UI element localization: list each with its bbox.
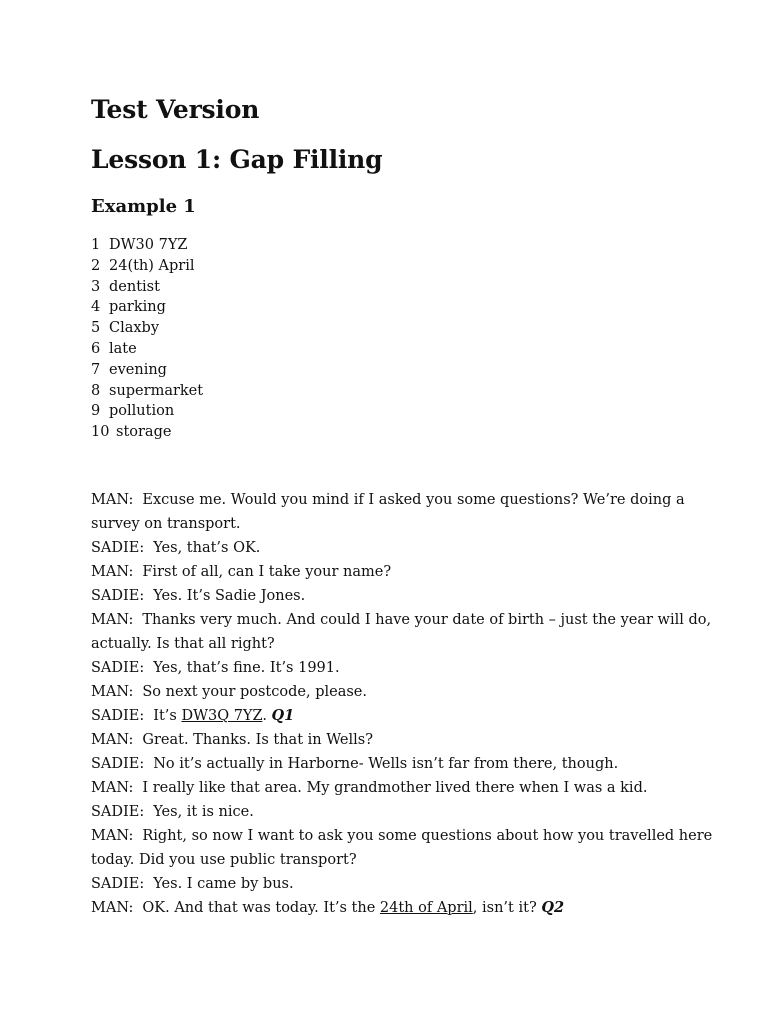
answer-number: 1 <box>91 237 101 253</box>
transcript-line <box>91 800 681 824</box>
transcript-line <box>91 560 681 584</box>
answer-number: 7 <box>91 361 101 378</box>
answer-text: dentist <box>109 278 160 295</box>
answer-number: 2 <box>91 257 101 274</box>
speaker-label: MAN: <box>91 492 134 508</box>
line-text: It’s <box>153 708 182 724</box>
answer-text: Claxby <box>109 320 160 337</box>
transcript-line <box>91 824 713 848</box>
line-text: Yes, that’s fine. It’s 1991. <box>153 660 340 676</box>
speaker-label: SADIE: <box>91 804 145 820</box>
transcript <box>91 488 713 920</box>
line-text: No it’s actually in Harborne- Wells isn’t far from there, though. <box>153 756 619 772</box>
speaker-label: MAN: <box>91 684 134 700</box>
answer-item <box>91 381 203 402</box>
transcript-line <box>91 608 712 632</box>
line-text: Yes, that’s OK. <box>153 540 261 556</box>
answer-text: storage <box>116 424 172 441</box>
line-text: Yes. It’s Sadie Jones. <box>153 588 306 604</box>
transcript-line <box>91 512 681 536</box>
transcript-line <box>91 584 681 608</box>
line-text: OK. And that was today. It’s the <box>142 900 380 916</box>
line-text: First of all, can I take your name? <box>142 564 392 580</box>
answer-text: evening <box>109 361 167 378</box>
line-text: Yes. I came by bus. <box>153 876 294 892</box>
answer-text: pollution <box>109 403 175 420</box>
speaker-label: MAN: <box>91 780 134 796</box>
answer-text: parking <box>109 299 166 316</box>
answer-item <box>91 401 203 422</box>
line-text-after: . <box>262 708 272 724</box>
answer-number: 5 <box>91 320 101 337</box>
answer-item <box>91 277 203 298</box>
answer-number: 3 <box>91 278 101 295</box>
answer-text: supermarket <box>109 382 204 399</box>
transcript-line <box>91 632 681 656</box>
speaker-label: SADIE: <box>91 756 145 772</box>
transcript-line <box>91 872 681 896</box>
line-text: I really like that area. My grandmother lived there when I was a kid. <box>142 780 648 796</box>
transcript-line <box>91 488 685 512</box>
answer-text: late <box>109 340 137 357</box>
answer-item <box>91 360 203 381</box>
answer-item <box>91 422 203 443</box>
line-text: So next your postcode, please. <box>142 684 367 700</box>
answer-number: 6 <box>91 340 101 357</box>
speaker-label: SADIE: <box>91 588 145 604</box>
speaker-label: MAN: <box>91 732 134 748</box>
line-text: Yes, it is nice. <box>153 804 254 820</box>
answer-underline: DW3Q 7YZ <box>181 708 263 724</box>
answer-item <box>91 297 203 318</box>
transcript-line <box>91 848 681 872</box>
speaker-label: MAN: <box>91 900 134 916</box>
answer-text: 24(th) April <box>109 257 195 274</box>
document-title: Test Version <box>91 95 260 124</box>
speaker-label: SADIE: <box>91 708 145 724</box>
answer-list <box>91 235 203 443</box>
transcript-line <box>91 656 681 680</box>
transcript-line <box>91 680 681 704</box>
answer-underline: 24th of April <box>379 900 473 916</box>
answer-number: 9 <box>91 403 101 420</box>
answer-item <box>91 318 203 339</box>
lesson-title: Lesson 1: Gap Filling <box>91 145 383 174</box>
line-text: Great. Thanks. Is that in Wells? <box>142 732 374 748</box>
line-text: actually. Is that all right? <box>91 636 275 652</box>
transcript-line <box>91 704 681 728</box>
answer-item <box>91 235 203 256</box>
transcript-line <box>91 728 681 752</box>
line-text: survey on transport. <box>91 516 241 532</box>
speaker-label: MAN: <box>91 564 134 580</box>
speaker-label: MAN: <box>91 828 134 844</box>
answer-number: 10 <box>91 424 110 441</box>
line-text-after: , isn’t it? <box>472 900 542 916</box>
answer-text: DW30 7YZ <box>109 237 188 253</box>
answer-number: 4 <box>91 299 101 316</box>
transcript-line <box>91 896 681 920</box>
transcript-line <box>91 752 681 776</box>
transcript-line <box>91 776 681 800</box>
answer-item <box>91 339 203 360</box>
speaker-label: SADIE: <box>91 540 145 556</box>
line-text: today. Did you use public transport? <box>91 852 357 868</box>
speaker-label: SADIE: <box>91 660 145 676</box>
answer-number: 8 <box>91 382 101 399</box>
transcript-line <box>91 536 681 560</box>
example-heading: Example 1 <box>91 196 196 217</box>
speaker-label: MAN: <box>91 612 134 628</box>
speaker-label: SADIE: <box>91 876 145 892</box>
line-text: Excuse me. Would you mind if I asked you some questions? We’re doing a <box>142 492 685 508</box>
line-text: Right, so now I want to ask you some questions about how you travelled here <box>142 828 713 844</box>
answer-item <box>91 256 203 277</box>
question-marker: Q2 <box>541 899 565 916</box>
line-text: Thanks very much. And could I have your date of birth – just the year will do, <box>142 612 712 628</box>
question-marker: Q1 <box>271 707 295 724</box>
